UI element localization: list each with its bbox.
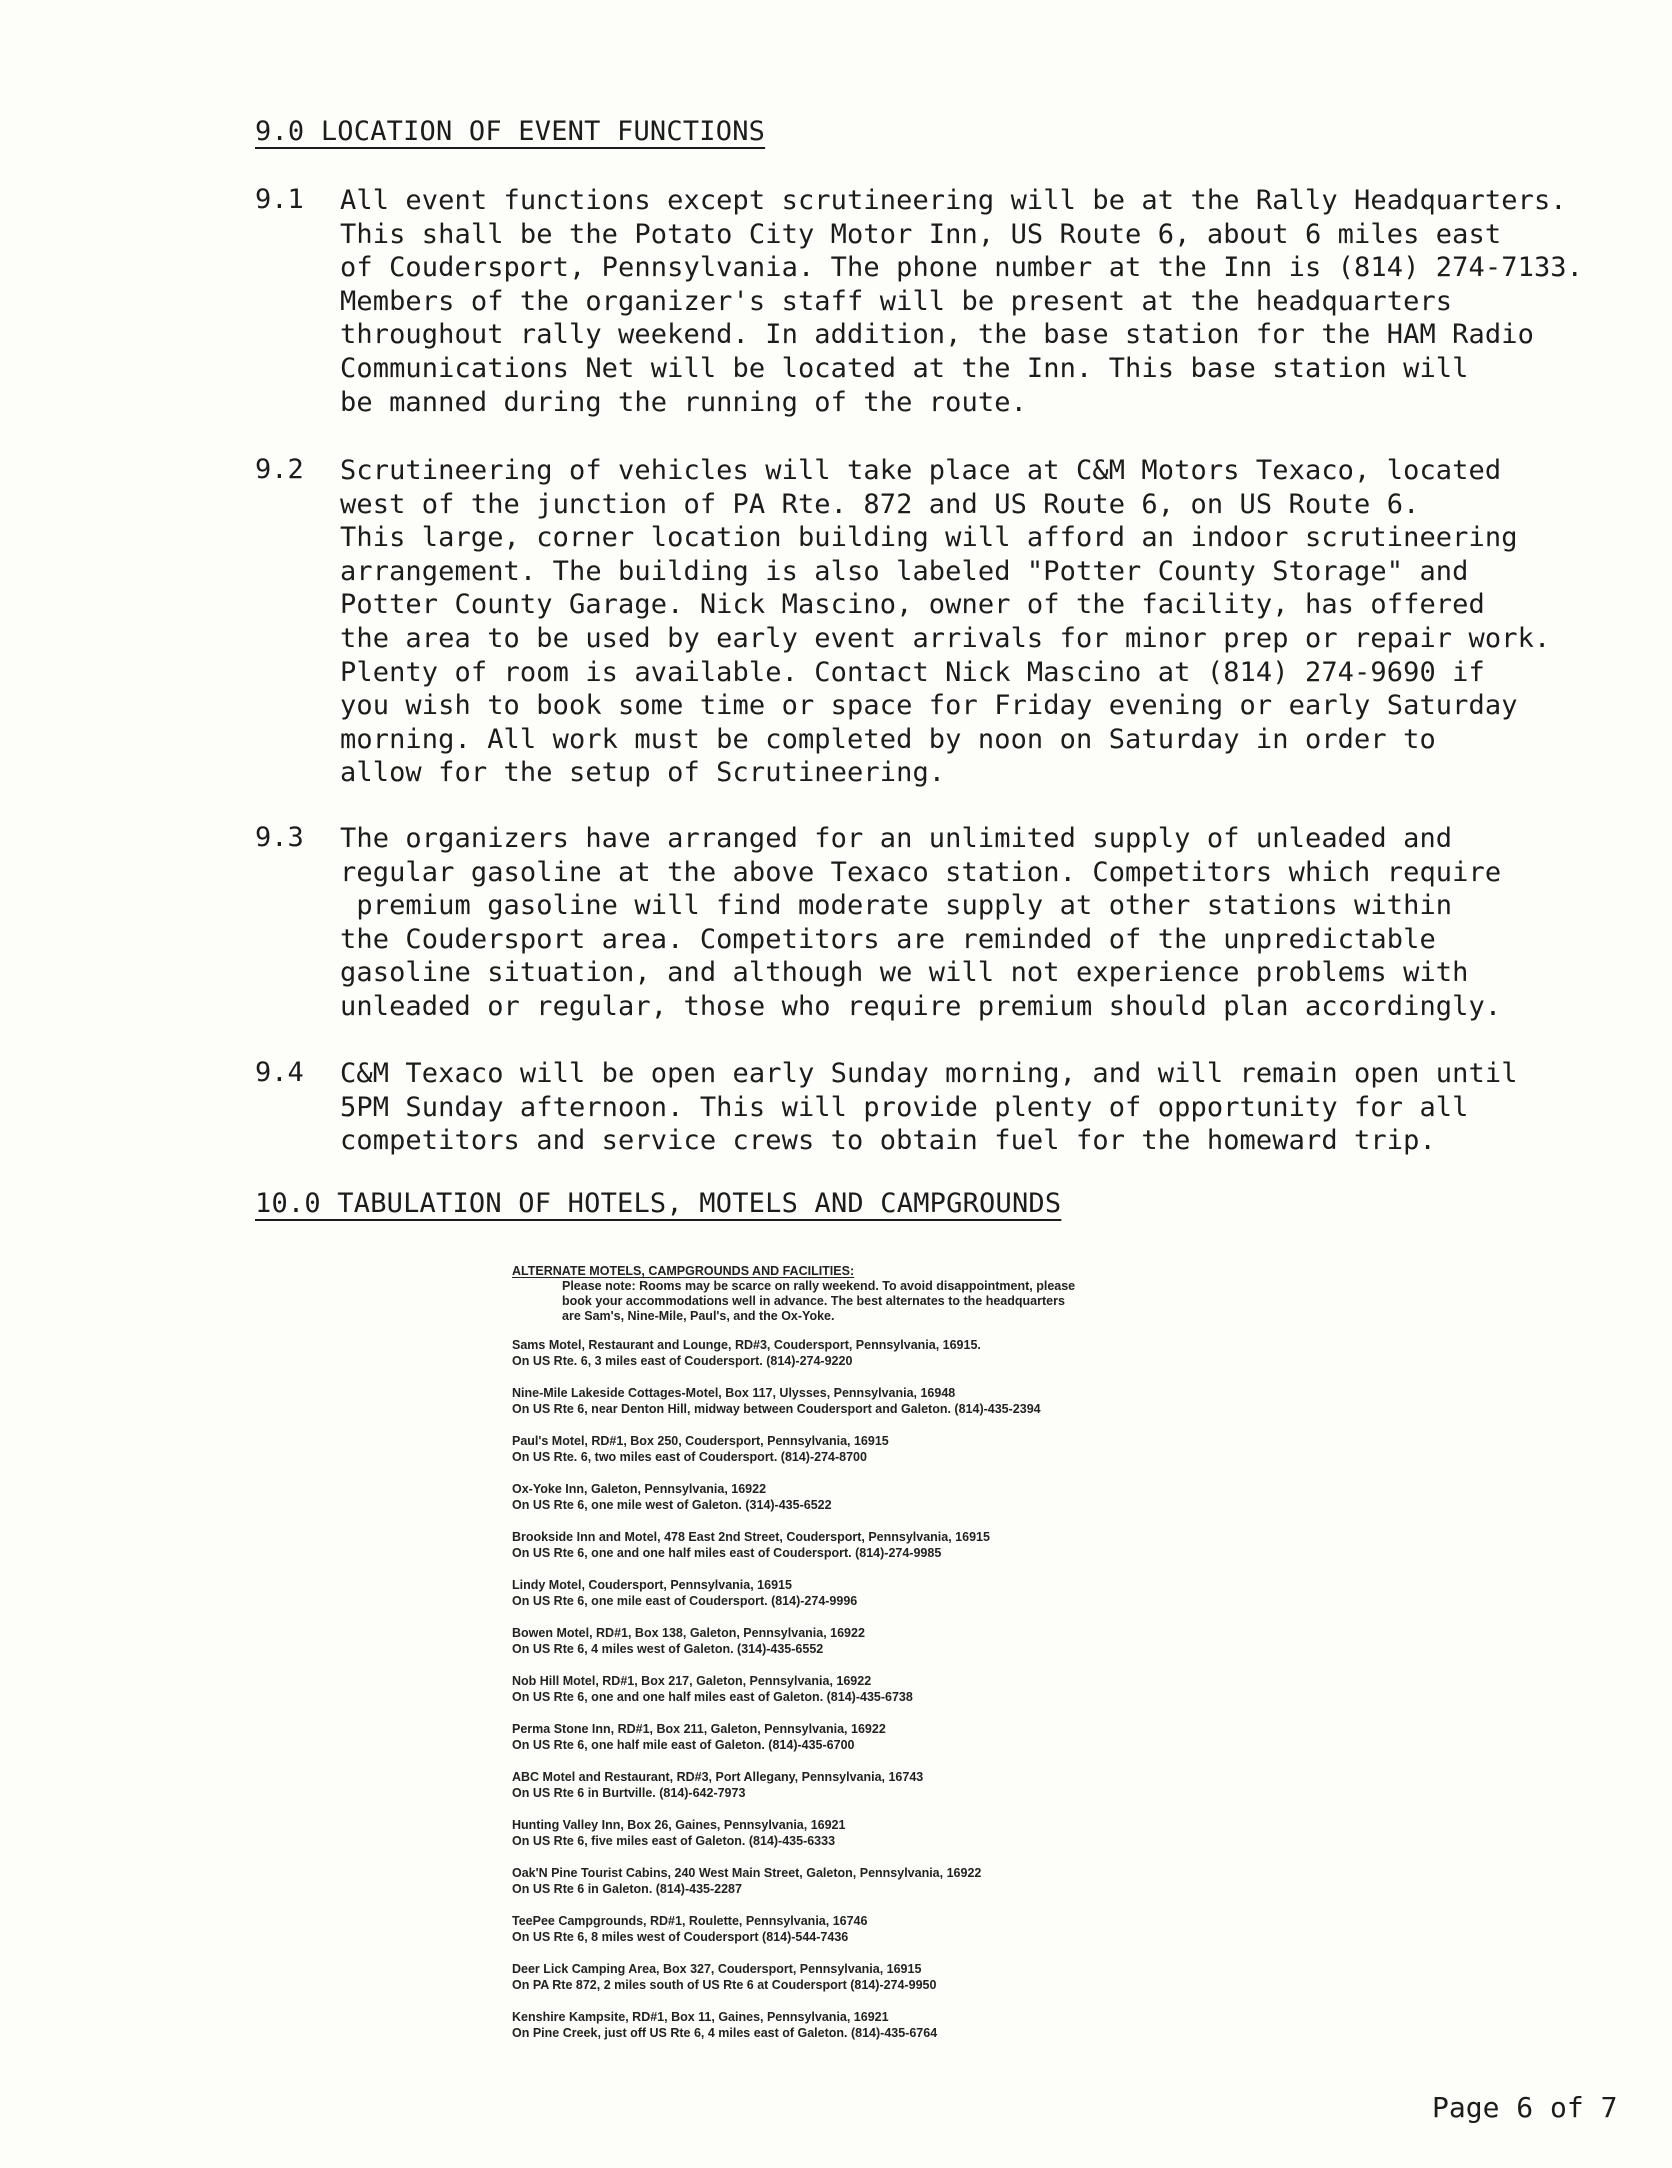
- listing-entry: [512, 1914, 1312, 1945]
- paragraph-9-2: [340, 454, 1640, 790]
- text-line: Potter County Garage. Nick Mascino, owner of the facility, has offered: [340, 589, 1485, 621]
- text-line: you wish to book some time or space for Friday evening or early Saturday: [340, 690, 1518, 722]
- text-line: All event functions except scrutineering will be at the Rally Headquarters.: [340, 185, 1567, 216]
- entry-name-address: Hunting Valley Inn, Box 26, Gaines, Pennsylvania, 16921: [512, 1818, 846, 1832]
- text-line: gasoline situation, and although we will not experience problems with: [340, 957, 1469, 989]
- text-line: regular gasoline at the above Texaco station. Competitors which require: [340, 856, 1502, 888]
- listing-entry: [512, 1530, 1312, 1561]
- text-line: The organizers have arranged for an unlimited supply of unleaded and: [340, 823, 1453, 854]
- entry-directions-phone: On US Rte 6, near Denton Hill, midway between Coudersport and Galeton. (814)-435-2394: [512, 1401, 1041, 1416]
- text-line: competitors and service crews to obtain fuel for the homeward trip.: [340, 1125, 1436, 1157]
- text-line: the area to be used by early event arrivals for minor prep or repair work.: [340, 622, 1551, 654]
- listing-entry: [512, 2010, 1312, 2041]
- listing-entry: [512, 1626, 1312, 1657]
- section-heading-10-0: 10.0 TABULATION OF HOTELS, MOTELS AND CAMPGROUNDS: [255, 1188, 1062, 1219]
- entry-directions-phone: On US Rte 6 in Galeton. (814)-435-2287: [512, 1881, 742, 1896]
- listing-note-line: book your accommodations well in advance. The best alternates to the headquarters: [562, 1294, 1065, 1308]
- entry-name-address: Kenshire Kampsite, RD#1, Box 11, Gaines, Pennsylvania, 16921: [512, 2010, 889, 2024]
- listing-entry: [512, 1962, 1312, 1993]
- entry-directions-phone: On US Rte 6, one and one half miles east of Coudersport. (814)-274-9985: [512, 1545, 942, 1560]
- listing-entry: [512, 1866, 1312, 1897]
- text-line: Scrutineering of vehicles will take place at C&M Motors Texaco, located: [340, 455, 1502, 486]
- listing-entries: [512, 1338, 1312, 2041]
- entry-name-address: Brookside Inn and Motel, 478 East 2nd Street, Coudersport, Pennsylvania, 16915: [512, 1530, 990, 1544]
- entry-name-address: Nob Hill Motel, RD#1, Box 217, Galeton, Pennsylvania, 16922: [512, 1674, 872, 1688]
- text-line: This large, corner location building will afford an indoor scrutineering: [340, 522, 1518, 554]
- paragraph-number: 9.3: [255, 822, 304, 853]
- entry-name-address: Deer Lick Camping Area, Box 327, Coudersport, Pennsylvania, 16915: [512, 1962, 922, 1976]
- entry-directions-phone: On US Rte 6, one half mile east of Galeton. (814)-435-6700: [512, 1737, 855, 1752]
- text-line: Communications Net will be located at the Inn. This base station will: [340, 352, 1469, 384]
- entry-name-address: Sams Motel, Restaurant and Lounge, RD#3, Coudersport, Pennsylvania, 16915.: [512, 1338, 981, 1352]
- listing-note-line: are Sam's, Nine-Mile, Paul's, and the Ox-Yoke.: [562, 1309, 835, 1323]
- listing-entry: [512, 1482, 1312, 1513]
- entry-name-address: Oak'N Pine Tourist Cabins, 240 West Main Street, Galeton, Pennsylvania, 16922: [512, 1866, 982, 1880]
- entry-name-address: Ox-Yoke Inn, Galeton, Pennsylvania, 16922: [512, 1482, 767, 1496]
- listing-entry: [512, 1578, 1312, 1609]
- text-line: premium gasoline will find moderate supply at other stations within: [340, 890, 1453, 922]
- listing-entry: [512, 1434, 1312, 1465]
- paragraph-number: 9.1: [255, 184, 304, 215]
- entry-directions-phone: On US Rte. 6, two miles east of Coudersport. (814)-274-8700: [512, 1449, 867, 1464]
- listing-header: ALTERNATE MOTELS, CAMPGROUNDS AND FACILITIES:: [512, 1264, 855, 1278]
- entry-directions-phone: On Pine Creek, just off US Rte 6, 4 miles east of Galeton. (814)-435-6764: [512, 2025, 938, 2040]
- page-number: Page 6 of 7: [1432, 2091, 1618, 2124]
- facility-listing: [512, 1264, 1312, 2041]
- listing-entry: [512, 1722, 1312, 1753]
- text-line: allow for the setup of Scrutineering.: [340, 757, 946, 789]
- text-line: west of the junction of PA Rte. 872 and US Route 6, on US Route 6.: [340, 488, 1420, 520]
- paragraph-9-1: [340, 184, 1640, 419]
- section-heading-9-0: 9.0 LOCATION OF EVENT FUNCTIONS: [255, 116, 766, 147]
- text-line: of Coudersport, Pennsylvania. The phone number at the Inn is (814) 274-7133.: [340, 252, 1584, 284]
- text-line: arrangement. The building is also labeled "Potter County Storage" and: [340, 555, 1469, 587]
- entry-name-address: Perma Stone Inn, RD#1, Box 211, Galeton, Pennsylvania, 16922: [512, 1722, 886, 1736]
- entry-name-address: Nine-Mile Lakeside Cottages-Motel, Box 117, Ulysses, Pennsylvania, 16948: [512, 1386, 956, 1400]
- entry-directions-phone: On US Rte 6, one and one half miles east of Galeton. (814)-435-6738: [512, 1689, 913, 1704]
- entry-directions-phone: On US Rte 6, one mile west of Galeton. (314)-435-6522: [512, 1497, 832, 1512]
- text-line: 5PM Sunday afternoon. This will provide plenty of opportunity for all: [340, 1091, 1469, 1123]
- listing-entry: [512, 1674, 1312, 1705]
- listing-entry: [512, 1386, 1312, 1417]
- entry-directions-phone: On US Rte 6, 4 miles west of Galeton. (314)-435-6552: [512, 1641, 824, 1656]
- text-line: This shall be the Potato City Motor Inn, US Route 6, about 6 miles east: [340, 218, 1502, 250]
- entry-name-address: ABC Motel and Restaurant, RD#3, Port Allegany, Pennsylvania, 16743: [512, 1770, 924, 1784]
- entry-name-address: Lindy Motel, Coudersport, Pennsylvania, 16915: [512, 1578, 792, 1592]
- entry-directions-phone: On US Rte 6, one mile east of Coudersport. (814)-274-9996: [512, 1593, 858, 1608]
- listing-entry: [512, 1338, 1312, 1369]
- listing-note-line: Please note: Rooms may be scarce on rally weekend. To avoid disappointment, please: [562, 1279, 1076, 1293]
- paragraph-9-4: [340, 1057, 1640, 1158]
- text-line: the Coudersport area. Competitors are reminded of the unpredictable: [340, 923, 1436, 955]
- entry-directions-phone: On PA Rte 872, 2 miles south of US Rte 6 at Coudersport (814)-274-9950: [512, 1977, 937, 1992]
- entry-directions-phone: On US Rte 6, five miles east of Galeton. (814)-435-6333: [512, 1833, 836, 1848]
- entry-directions-phone: On US Rte 6 in Burtville. (814)-642-7973: [512, 1785, 746, 1800]
- entry-directions-phone: On US Rte 6, 8 miles west of Coudersport (814)-544-7436: [512, 1929, 849, 1944]
- paragraph-number: 9.4: [255, 1057, 304, 1088]
- text-line: unleaded or regular, those who require premium should plan accordingly.: [340, 990, 1502, 1022]
- listing-entry: [512, 1770, 1312, 1801]
- entry-name-address: TeePee Campgrounds, RD#1, Roulette, Pennsylvania, 16746: [512, 1914, 868, 1928]
- listing-entry: [512, 1818, 1312, 1849]
- text-line: morning. All work must be completed by noon on Saturday in order to: [340, 723, 1436, 755]
- text-line: be manned during the running of the route.: [340, 386, 1027, 418]
- text-line: throughout rally weekend. In addition, the base station for the HAM Radio: [340, 319, 1534, 351]
- text-line: C&M Texaco will be open early Sunday morning, and will remain open until: [340, 1058, 1518, 1089]
- entry-name-address: Bowen Motel, RD#1, Box 138, Galeton, Pennsylvania, 16922: [512, 1626, 865, 1640]
- paragraph-number: 9.2: [255, 454, 304, 485]
- paragraph-9-3: [340, 822, 1640, 1024]
- entry-directions-phone: On US Rte. 6, 3 miles east of Coudersport. (814)-274-9220: [512, 1353, 853, 1368]
- entry-name-address: Paul's Motel, RD#1, Box 250, Coudersport, Pennsylvania, 16915: [512, 1434, 889, 1448]
- text-line: Members of the organizer's staff will be present at the headquarters: [340, 285, 1453, 317]
- text-line: Plenty of room is available. Contact Nick Mascino at (814) 274-9690 if: [340, 656, 1485, 688]
